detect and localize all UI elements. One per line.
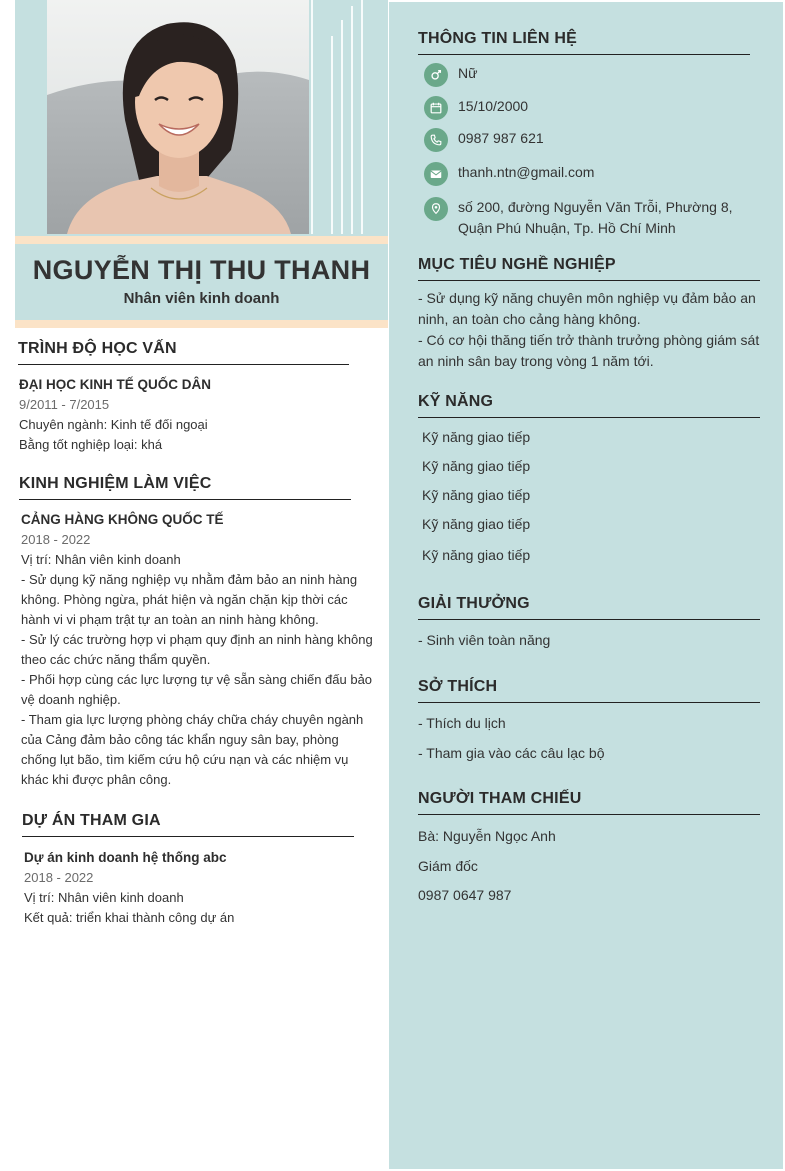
photo-band	[15, 0, 388, 236]
address-line-1: số 200, đường Nguyễn Văn Trỗi, Phường 8,	[458, 199, 733, 215]
hobbies-heading: SỞ THÍCH	[418, 678, 760, 703]
candidate-title: Nhân viên kinh doanh	[123, 290, 280, 307]
contact-section	[418, 30, 750, 55]
skill-item: Kỹ năng giao tiếp	[422, 547, 531, 563]
reference-phone: 0987 0647 987	[418, 887, 512, 903]
address-line-2: Quận Phú Nhuận, Tp. Hồ Chí Minh	[458, 220, 676, 236]
calendar-icon	[424, 96, 448, 120]
peach-strip-bottom	[15, 320, 388, 328]
skills-list	[422, 429, 764, 576]
phone-icon	[424, 128, 448, 152]
contact-birthday-row	[424, 96, 528, 120]
objective-line: an ninh sân bay trong vòng 1 năm tới.	[418, 353, 654, 369]
objective-line: - Sử dụng kỹ năng chuyên môn nghiệp vụ đảm bảo an	[418, 290, 756, 306]
hobbies-list	[418, 715, 760, 761]
awards-list	[418, 632, 760, 648]
education-degree: Bằng tốt nghiệp loại: khá	[19, 437, 163, 452]
award-item: - Sinh viên toàn năng	[418, 632, 551, 648]
experience-line: - Phối hợp cùng các lực lượng tự vệ sẵn sàng chiến đấu bảo	[21, 672, 373, 687]
experience-position: Vị trí: Nhân viên kinh doanh	[21, 552, 181, 567]
experience-line: - Tham gia lực lượng phòng cháy chữa cháy chuyên ngành	[21, 712, 364, 727]
contact-address	[458, 197, 733, 239]
location-pin-icon	[424, 197, 448, 221]
objective-heading: MỤC TIÊU NGHỀ NGHIỆP	[418, 256, 760, 281]
reference-heading: NGƯỜI THAM CHIẾU	[418, 790, 760, 815]
right-column	[389, 2, 783, 1169]
reference-name: Bà: Nguyễn Ngọc Anh	[418, 828, 556, 844]
left-column	[15, 0, 388, 1171]
skills-heading: KỸ NĂNG	[418, 393, 760, 418]
experience-line: vệ doanh nghiệp.	[21, 692, 121, 707]
contact-phone-row	[424, 128, 544, 152]
experience-line: của Cảng đảm bảo công tác khẩn nguy sân bay, phòng	[21, 732, 339, 747]
hobby-item: - Thích du lịch	[418, 715, 506, 731]
experience-line: - Sử lý các trường hợp vi phạm quy định an ninh hàng không	[21, 632, 373, 647]
peach-strip-top	[15, 236, 388, 244]
gender-icon	[424, 63, 448, 87]
objective-line: ninh, an toàn cho cảng hàng không.	[418, 311, 641, 327]
reference-body	[418, 828, 760, 903]
contact-email: thanh.ntn@gmail.com	[458, 164, 595, 180]
experience-line: theo các chức năng thẩm quyền.	[21, 652, 211, 667]
experience-company: CẢNG HÀNG KHÔNG QUỐC TẾ	[21, 512, 224, 527]
objective-body	[418, 288, 768, 372]
awards-heading: GIẢI THƯỞNG	[418, 595, 760, 620]
profile-photo	[47, 0, 309, 234]
mail-icon	[424, 162, 448, 186]
objective-line: - Có cơ hội thăng tiến trở thành trưởng phòng giám sát	[418, 332, 760, 348]
skill-item: Kỹ năng giao tiếp	[422, 487, 531, 503]
contact-email-row	[424, 162, 594, 186]
project-position: Vị trí: Nhân viên kinh doanh	[24, 890, 184, 905]
contact-heading: THÔNG TIN LIÊN HỆ	[418, 30, 750, 55]
hobby-item: - Tham gia vào các câu lạc bộ	[418, 745, 605, 761]
skills-section	[418, 393, 760, 418]
education-section	[18, 340, 349, 365]
experience-heading: KINH NGHIỆM LÀM VIỆC	[19, 475, 351, 500]
reference-role: Giám đốc	[418, 858, 478, 874]
awards-section	[418, 595, 760, 620]
experience-line: không. Phòng ngừa, phát hiện và ngăn chặn kịp thời các	[21, 592, 348, 607]
skill-item: Kỹ năng giao tiếp	[422, 458, 531, 474]
skill-item: Kỹ năng giao tiếp	[422, 516, 531, 532]
experience-body	[21, 510, 383, 790]
contact-gender-row	[424, 63, 477, 87]
contact-phone: 0987 987 621	[458, 130, 544, 146]
candidate-name: NGUYỄN THỊ THU THANH	[32, 255, 371, 285]
experience-line: khác khi được phân công.	[21, 772, 172, 787]
education-major: Chuyên ngành: Kinh tế đối ngoại	[19, 417, 208, 432]
experience-section	[19, 475, 351, 500]
projects-body	[24, 848, 374, 928]
objective-section	[418, 256, 760, 281]
hobbies-section	[418, 678, 760, 703]
skill-item: Kỹ năng giao tiếp	[422, 429, 531, 445]
experience-line: hành vi vi phạm trật tự an toàn an ninh hàng không.	[21, 612, 319, 627]
contact-gender: Nữ	[458, 65, 478, 81]
contact-birthday: 15/10/2000	[458, 98, 529, 114]
contact-address-row	[424, 197, 733, 239]
project-name: Dự án kinh doanh hệ thống abc	[24, 850, 227, 865]
project-period: 2018 - 2022	[24, 870, 94, 885]
project-result: Kết quả: triển khai thành công dự án	[24, 910, 235, 925]
education-body	[19, 375, 369, 455]
experience-line: chống lụt bão, tìm kiếm cứu hộ cứu nạn và các nhiệm vụ	[21, 752, 349, 767]
experience-line: - Sử dụng kỹ năng nghiệp vụ nhằm đảm bảo an ninh hàng	[21, 572, 358, 587]
education-school: ĐẠI HỌC KINH TẾ QUỐC DÂN	[19, 377, 211, 392]
education-heading: TRÌNH ĐỘ HỌC VẤN	[18, 340, 349, 365]
projects-heading: DỰ ÁN THAM GIA	[22, 812, 354, 837]
education-period: 9/2011 - 7/2015	[19, 397, 110, 412]
experience-period: 2018 - 2022	[21, 532, 91, 547]
projects-section	[22, 812, 354, 837]
reference-section	[418, 790, 760, 815]
name-box	[15, 244, 388, 320]
